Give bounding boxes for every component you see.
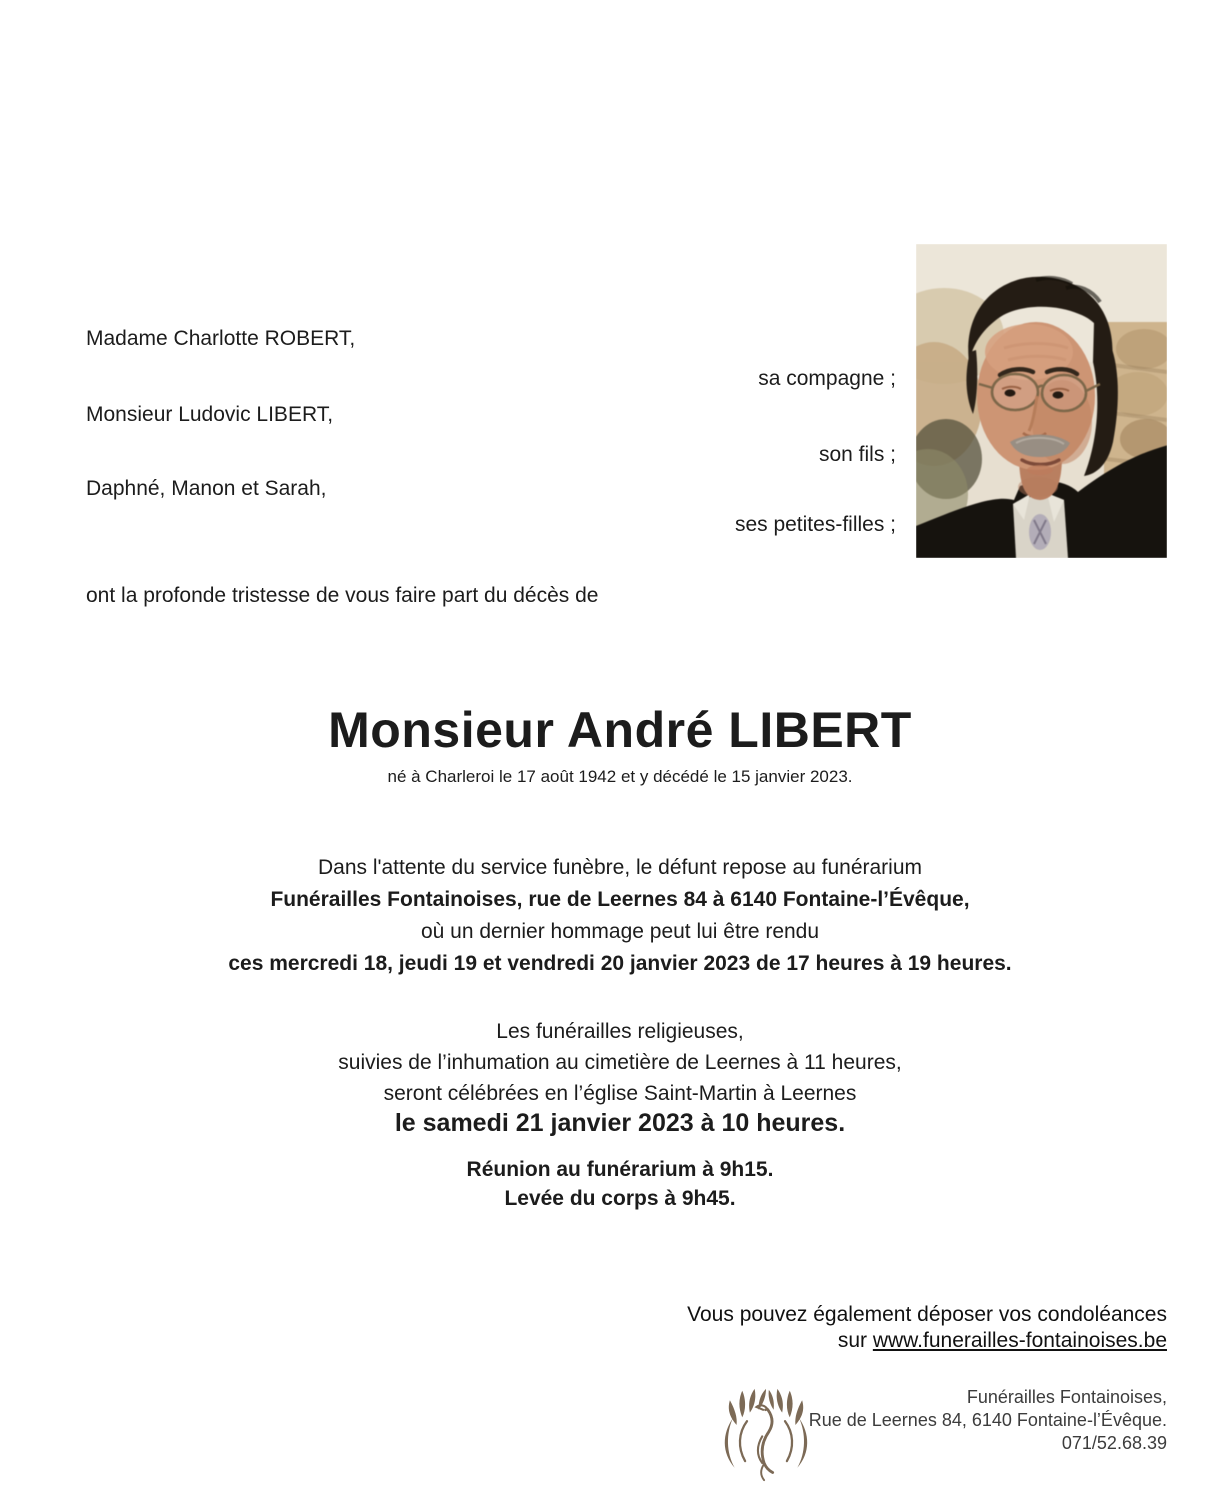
viewing-block: [40, 852, 1200, 980]
viewing-line-4: ces mercredi 18, jeudi 19 et vendredi 20 janvier 2023 de 17 heures à 19 heures.: [228, 952, 1012, 975]
deceased-life-dates: né à Charleroi le 17 août 1942 et y décédé le 15 janvier 2023.: [387, 767, 853, 786]
son-relation: son fils ;: [818, 443, 896, 466]
condolences-prefix: sur: [837, 1329, 873, 1352]
companion-relation: sa compagne ;: [758, 367, 896, 390]
funeral-line-1: Les funérailles religieuses,: [496, 1020, 744, 1043]
schedule-departure: Levée du corps à 9h45.: [504, 1187, 736, 1210]
viewing-line-1: Dans l'attente du service funèbre, le défunt repose au funérarium: [317, 856, 923, 879]
schedule-block: [40, 1155, 1200, 1213]
funeral-line-2: suivies de l’inhumation au cimetière de Leernes à 11 heures,: [338, 1051, 902, 1074]
funeral-date-line: le samedi 21 janvier 2023 à 10 heures.: [394, 1109, 846, 1137]
footer-block: [809, 1386, 1167, 1455]
condolences-block: [687, 1302, 1167, 1354]
footer-phone: 071/52.68.39: [1061, 1433, 1167, 1453]
condolences-line-2: [687, 1328, 1167, 1354]
granddaughters-relation: ses petites-filles ;: [734, 513, 896, 536]
phoenix-logo-graphic: [716, 1387, 816, 1482]
deceased-name: Monsieur André LIBERT: [328, 702, 912, 758]
funeral-block: [40, 1016, 1200, 1109]
granddaughters-names: Daphné, Manon et Sarah,: [86, 477, 327, 500]
announcement-line: ont la profonde tristesse de vous faire part du décès de: [86, 584, 599, 607]
funeral-line-3: seront célébrées en l’église Saint-Martin à Leernes: [383, 1082, 857, 1105]
footer-company: Funérailles Fontainoises,: [966, 1387, 1167, 1407]
son-name: Monsieur Ludovic LIBERT,: [86, 403, 334, 426]
footer-address: Rue de Leernes 84, 6140 Fontaine-l’Évêque.: [808, 1410, 1167, 1430]
condolences-line-1: Vous pouvez également déposer vos condoléances: [687, 1303, 1167, 1326]
viewing-line-3: où un dernier hommage peut lui être rendu: [420, 920, 820, 943]
portrait-photo-image: [916, 244, 1167, 558]
portrait-photo: [916, 244, 1167, 558]
condolences-website-link[interactable]: www.funerailles-fontainoises.be: [872, 1329, 1167, 1352]
companion-name: Madame Charlotte ROBERT,: [86, 327, 356, 350]
schedule-meeting: Réunion au funérarium à 9h15.: [466, 1158, 774, 1181]
viewing-line-2: Funérailles Fontainoises, rue de Leernes 84 à 6140 Fontaine-l’Évêque,: [270, 888, 970, 911]
phoenix-logo-icon: [716, 1387, 816, 1482]
